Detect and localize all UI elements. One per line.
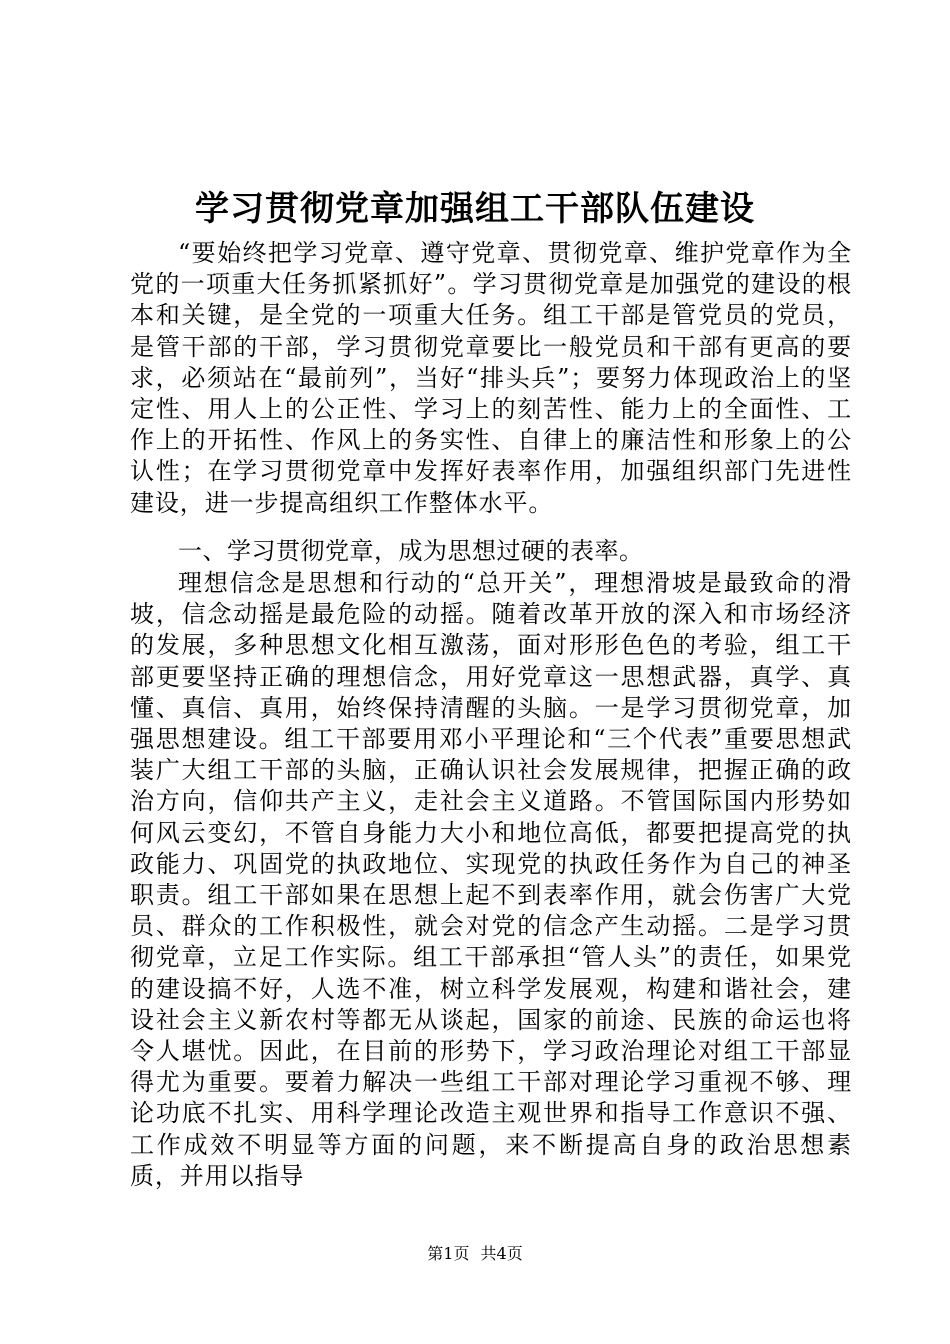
page-total: 共4页 xyxy=(480,1244,523,1263)
intro-paragraph: “要始终把学习党章、遵守党章、贯彻党章、维护党章作为全党的一项重大任务抓紧抓好”。学习贯彻党章是加强党的建设的根本和关键，是全党的一项重大任务。组工干部是管党员的党员，是管干部的干部，学习贯彻党章要比一般党员和干部有更高的要求，必须站在“最前列”，当好“排头兵”；要努力体现政治上的坚定性、用人上的公正性、学习上的刻苦性、能力上的全面性、工作上的开拓性、作风上的务实性、自律上的廉洁性和形象上的公认性；在学习贯彻党章中发挥好表率作用，加强组织部门先进性建设，进一步提高组织工作整体水平。 xyxy=(130,239,852,517)
document-title: 学习贯彻党章加强组工干部队伍建设 xyxy=(195,189,755,229)
page-footer xyxy=(0,1242,950,1266)
page-number: 第1页 xyxy=(427,1244,470,1263)
section-body-paragraph: 理想信念是思想和行动的“总开关”，理想滑坡是最致命的滑坡，信念动摇是最危险的动摇。随着改革开放的深入和市场经济的发展，多种思想文化相互激荡，面对形形色色的考验，组工干部更要坚持正确的理想信念，用好党章这一思想武器，真学、真懂、真信、真用，始终保持清醒的头脑。一是学习贯彻党章，加强思想建设。组工干部要用邓小平理论和“三个代表”重要思想武装广大组工干部的头脑，正确认识社会发展规律，把握正确的政治方向，信仰共产主义，走社会主义道路。不管国际国内形势如何风云变幻，不管自身能力大小和地位高低，都要把提高党的执政能力、巩固党的执政地位、实现党的执政任务作为自己的神圣职责。组工干部如果在思想上起不到表率作用，就会伤害广大党员、群众的工作积极性，就会对党的信念产生动摇。二是学习贯彻党章，立足工作实际。组工干部承担“管人头”的责任，如果党的建设搞不好，人选不准，树立科学发展观，构建和谐社会，建设社会主义新农村等都无从谈起，国家的前途、民族的命运也将令人堪忧。因此，在目前的形势下，学习政治理论对组工干部显得尤为重要。要着力解决一些组工干部对理论学习重视不够、理论功底不扎实、用科学理论改造主观世界和指导工作意识不强、工作成效不明显等方面的问题，来不断提高自身的政治思想素质，并用以指导 xyxy=(130,569,852,1190)
section-heading: 一、学习贯彻党章，成为思想过硬的表率。 xyxy=(178,537,644,565)
